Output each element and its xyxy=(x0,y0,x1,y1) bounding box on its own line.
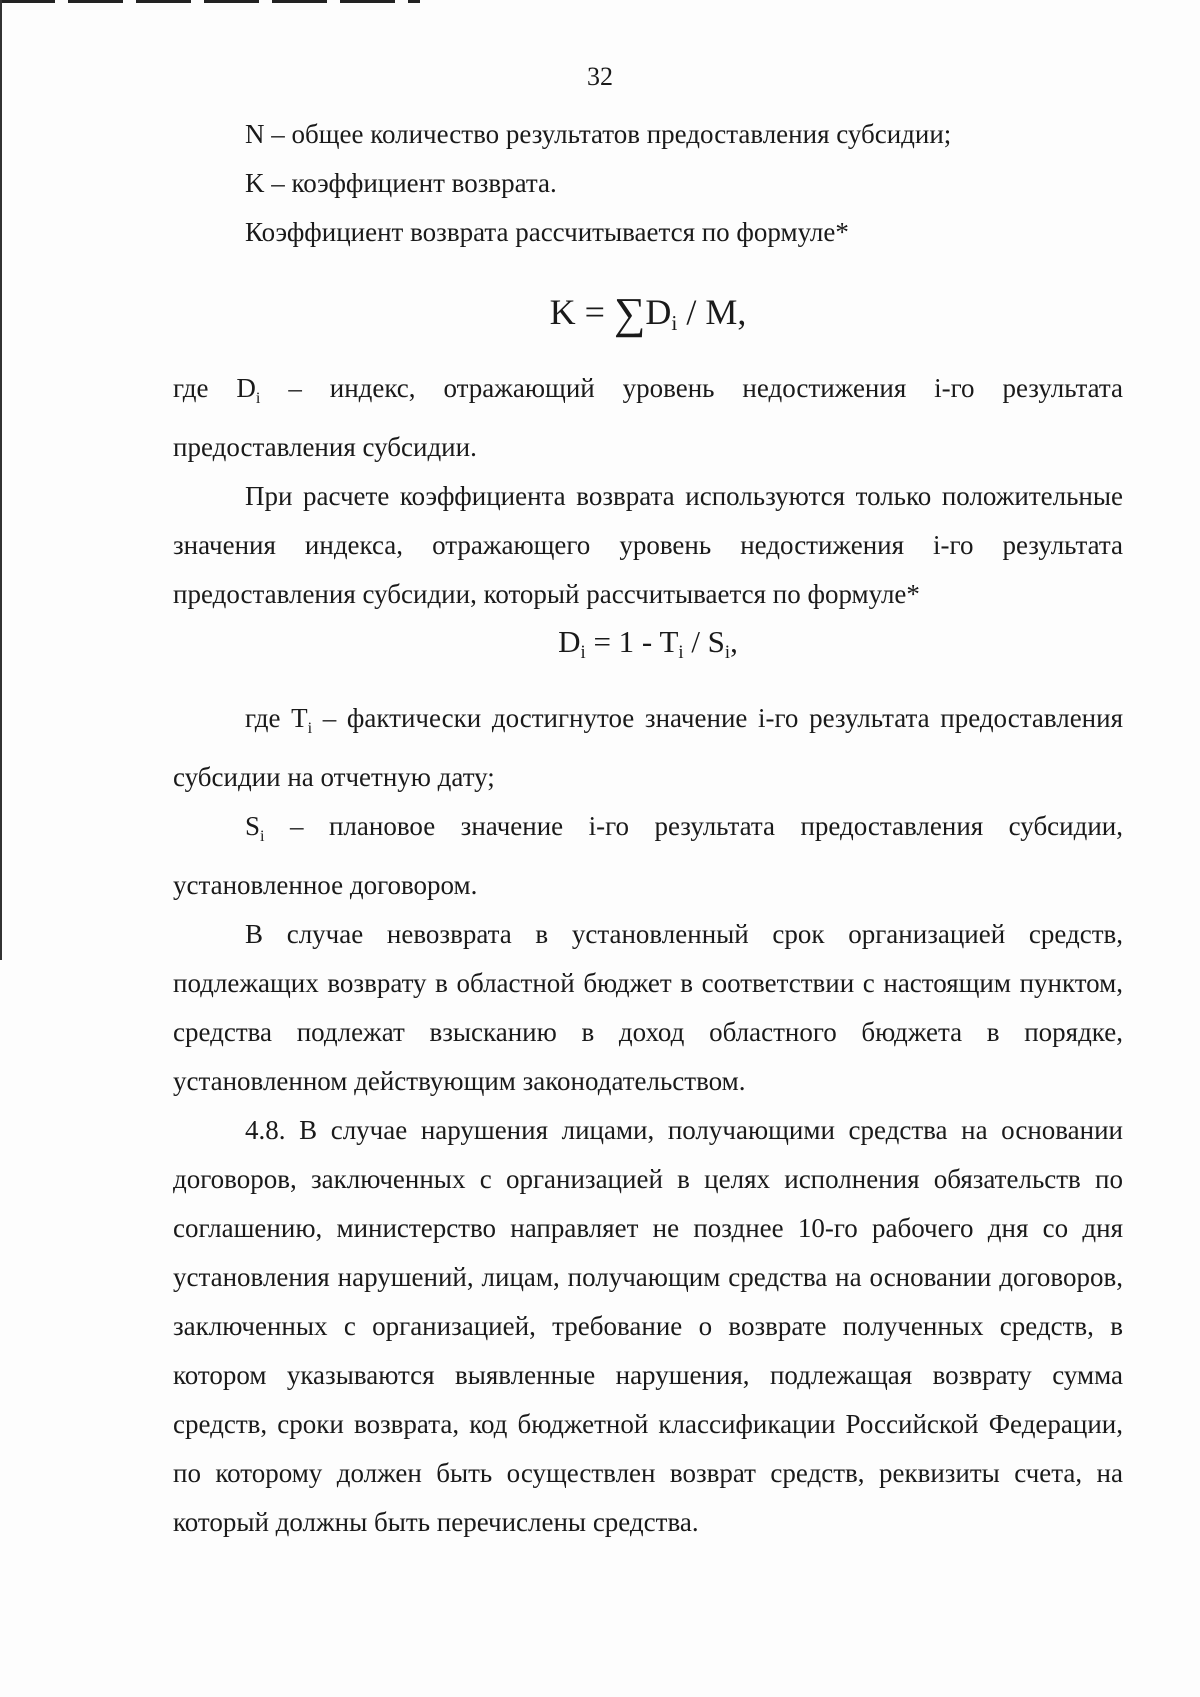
k-formula-intro: Коэффициент возврата рассчитывается по формуле* xyxy=(245,217,849,247)
formula-d-subscript-1: i xyxy=(580,642,586,663)
si-subscript: i xyxy=(260,827,265,845)
formula-d-slash: / S xyxy=(683,624,725,659)
formula-d-subscript-3: i xyxy=(724,642,731,663)
para-nonreturn: В случае невозврата в установленный срок организацией средств, подлежащих возврату в областной бюджет в соответствии с настоящим пунктом, средства подлежат взысканию в доход областного бюджета в порядке, установленном действующим законодательством. xyxy=(173,919,1123,1096)
para-positive-values: При расчете коэффициента возврата используются только положительные значения индекса, отражающего уровень недостижения i-го результата предоставления субсидии, который рассчитывается по формуле* xyxy=(173,481,1123,609)
ti-prefix: где T xyxy=(245,703,308,733)
formula-k-subscript: i xyxy=(671,311,678,335)
formula-d-mid: = 1 - T xyxy=(585,624,679,659)
sigma-symbol: ∑ xyxy=(613,289,646,338)
body-text-block-2 xyxy=(173,364,1123,619)
formula-k xyxy=(173,282,1123,353)
si-rest: – плановое значение i-го результата предоставления субсидии, установленное договором. xyxy=(173,811,1123,900)
formula-d xyxy=(173,612,1123,683)
ti-subscript: i xyxy=(307,719,313,737)
di-rest: – индекс, отражающий уровень недостижения i-го результата предоставления субсидии. xyxy=(173,373,1124,462)
formula-k-block xyxy=(173,282,1123,353)
si-prefix: S xyxy=(245,811,261,841)
formula-k-d: D xyxy=(645,292,672,332)
k-definition: K – коэффициент возврата. xyxy=(245,168,557,198)
ti-definition xyxy=(173,694,1123,802)
ti-rest: – фактически достигнутое значение i-го результата предоставления субсидии на отчетную дату; xyxy=(173,703,1123,792)
formula-k-rest: / M, xyxy=(677,292,747,332)
page-number: 32 xyxy=(587,62,613,91)
di-prefix: где D xyxy=(173,373,256,403)
formula-d-end: , xyxy=(730,624,738,659)
di-definition xyxy=(173,364,1123,472)
formula-d-d: D xyxy=(558,624,581,659)
body-text-block-1 xyxy=(173,110,1123,257)
para-4-8: 4.8. В случае нарушения лицами, получающими средства на основании договоров, заключенных с организацией в целях исполнения обязательств по соглашению, министерство направляет не позднее 10-го рабочего дня со дня установления нарушений, лицам, получающим средства на основании договоров, заключенных с организацией, требование о возврате полученных средств, в котором указываются выявленные нарушения, подлежащая возврату сумма средств, сроки возврата, код бюджетной классификации Российской Федерации, по которому должен быть осуществлен возврат средств, реквизиты счета, на который должны быть перечислены средства. xyxy=(173,1115,1123,1537)
formula-k-lhs: K = xyxy=(549,292,614,332)
scan-edge-top xyxy=(0,0,420,3)
formula-d-block xyxy=(173,612,1123,683)
n-definition: N – общее количество результатов предоставления субсидии; xyxy=(245,119,952,149)
formula-d-subscript-2: i xyxy=(678,642,684,663)
si-definition xyxy=(173,802,1123,910)
di-subscript: i xyxy=(255,389,261,407)
body-text-block-3 xyxy=(173,694,1123,1547)
scan-edge-left xyxy=(0,0,2,960)
